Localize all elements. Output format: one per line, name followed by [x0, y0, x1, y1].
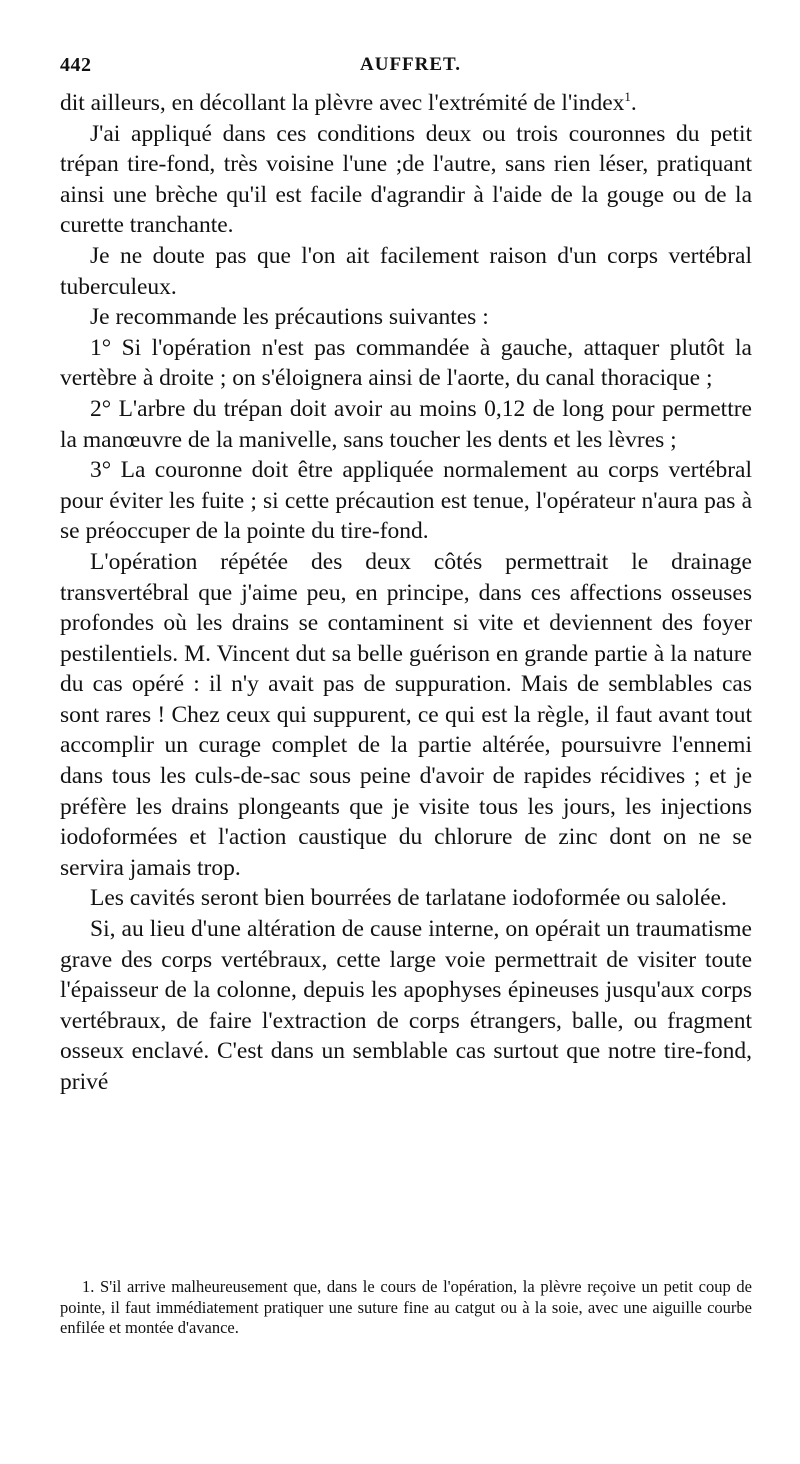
- page-header: [60, 54, 760, 84]
- running-title: AUFFRET.: [360, 54, 462, 75]
- list-item: 3° La couronne doit être appliquée normalement au corps vertébral pour éviter les fuite ; si cette précaution est tenue, l'opérateur n'aura pas à se préoccuper de la pointe du tire-fond.: [60, 457, 752, 545]
- paragraph: Je recommande les précautions suivantes :: [90, 304, 489, 331]
- list-item: 1° Si l'opération n'est pas commandée à gauche, attaquer plutôt la vertèbre à droite ; on s'éloignera ainsi de l'aorte, du canal thoracique ;: [60, 334, 752, 392]
- paragraph-text: .: [630, 90, 637, 116]
- page-number: 442: [60, 54, 92, 76]
- paragraph: Je ne doute pas que l'on ait facilement raison d'un corps vertébral tuberculeux.: [60, 242, 752, 300]
- list-item: 2° L'arbre du trépan doit avoir au moins 0,12 de long pour permettre la manœuvre de la manivelle, sans toucher les dents et les lèvres ;: [60, 395, 752, 453]
- paragraph: Les cavités seront bien bourrées de tarlatane iodoformée ou salolée.: [90, 885, 727, 912]
- paragraph-text: dit ailleurs, en décollant la plèvre avec l'extrémité de l'index: [60, 90, 625, 116]
- paragraph: Si, au lieu d'une altération de cause interne, on opérait un traumatisme grave des corps vertébraux, cette large voie permettrait de visiter toute l'épaisseur de la colonne, depuis les apophyses épineuses jusqu'aux corps vertébraux, de faire l'extraction de corps étrangers, balle, ou fragment osseux enclavé. C'est dans un semblable cas surtout que notre tire-fond, privé: [60, 916, 752, 1095]
- footnotes: [60, 1277, 752, 1339]
- footnote-reference: 1: [624, 89, 631, 104]
- paragraph: L'opération répétée des deux côtés permettrait le drainage transvertébral que j'aime peu, en principe, dans ces affections osseuses profondes où les drains se contaminent si vite et deviennent des foyer pestilentiels. M. Vincent dut sa belle guérison en grande partie à la nature du cas opéré : il n'y avait pas de suppuration. Mais de semblables cas sont rares ! Chez ceux qui suppurent, ce qui est la règle, il faut avant tout accomplir un curage complet de la partie altérée, poursuivre l'ennemi dans tous les culs-de-sac sous peine d'avoir de rapides récidives ; et je préfère les drains plongeants que je visite tous les jours, les injections iodoformées et l'action caustique du chlorure de zinc dont on ne se servira jamais trop.: [60, 548, 752, 881]
- paragraph: [60, 88, 752, 119]
- footnote: 1. S'il arrive malheureusement que, dans le cours de l'opération, la plèvre reçoive un petit coup de pointe, il faut immédiatement pratiquer une suture fine au catgut ou à la soie, avec une aiguille courbe enfilée et montée d'avance.: [60, 1277, 752, 1337]
- body-text: [60, 88, 752, 1098]
- paragraph: J'ai appliqué dans ces conditions deux ou trois couronnes du petit trépan tire-fond, très voisine l'une ;de l'autre, sans rien léser, pratiquant ainsi une brèche qu'il est facile d'agrandir à l'aide de la gouge ou de la curette tranchante.: [60, 120, 752, 239]
